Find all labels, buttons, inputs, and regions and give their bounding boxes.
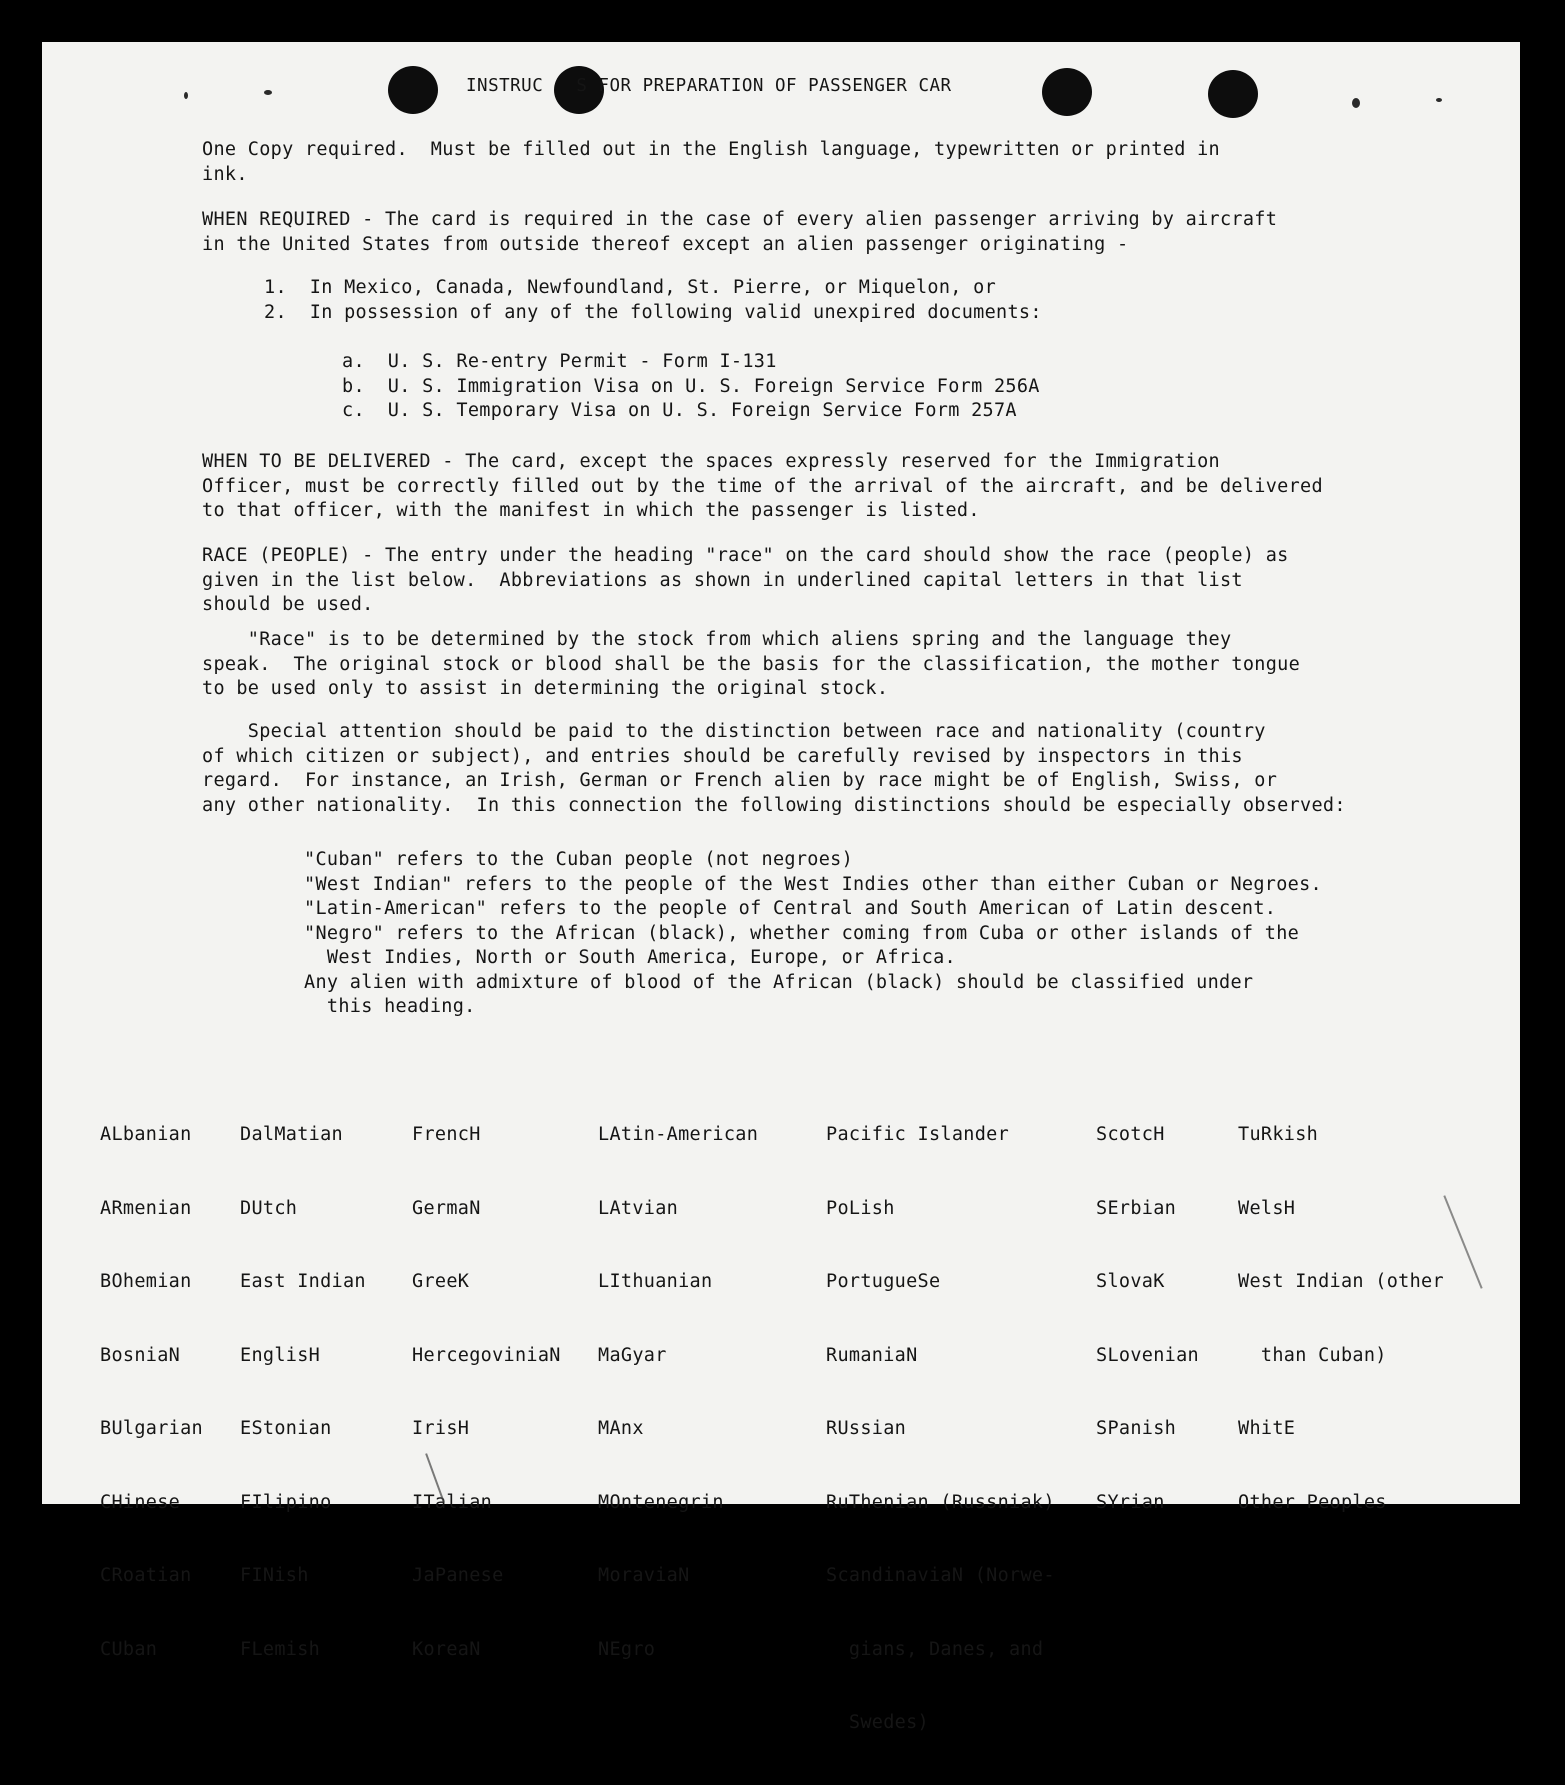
race-item: LIthuanian (598, 1271, 713, 1292)
race-item: FrencH (412, 1124, 481, 1145)
race-item: ITalian (412, 1491, 493, 1513)
race-item: SErbian (1096, 1197, 1177, 1219)
race-item: RuThenian (Russniak) (826, 1491, 1055, 1513)
race-item: WelsH (1238, 1197, 1296, 1219)
race-item: LAtin-American (598, 1124, 759, 1145)
race-column-3 (412, 1074, 561, 1711)
race-item: HercegoviniaN (412, 1344, 561, 1366)
race-item: RUssian (826, 1418, 907, 1439)
race-item: FLemish (240, 1638, 321, 1660)
exception-list: 1. In Mexico, Canada, Newfoundland, St. Pierre, or Miquelon, or 2. In possession of any of the following valid unexpired documents: (264, 277, 1042, 323)
speck (1436, 98, 1442, 102)
pencil-mark (1443, 1195, 1482, 1288)
race-item: SLovenian (1096, 1344, 1199, 1366)
punch-hole-left (388, 66, 438, 114)
race-item: SlovaK (1096, 1271, 1165, 1292)
document-page (42, 42, 1520, 1733)
race-item: ALbanian (100, 1124, 192, 1145)
race-item: MAnx (598, 1418, 644, 1439)
race-item: GreeK (412, 1271, 470, 1292)
race-item: ARmenian (100, 1197, 192, 1219)
race-item: JaPanese (412, 1565, 504, 1586)
race-item: RumaniaN (826, 1344, 918, 1366)
race-item: BUlgarian (100, 1418, 203, 1439)
race-item: SYrian (1096, 1491, 1165, 1513)
race-item: LAtvian (598, 1197, 679, 1219)
race-item: EnglisH (240, 1344, 321, 1366)
race-column-4 (598, 1074, 758, 1711)
race-item: PortugueSe (826, 1271, 941, 1292)
race-item: MoraviaN (598, 1565, 690, 1586)
race-item: KoreaN (412, 1638, 481, 1660)
race-item: WhitE (1238, 1418, 1296, 1439)
race-item: ScotcH (1096, 1124, 1165, 1145)
race-item: MaGyar (598, 1344, 667, 1366)
race-column-6 (1096, 1074, 1199, 1564)
race-item: TuRkish (1238, 1124, 1319, 1145)
race-item: BOhemian (100, 1271, 192, 1292)
race-column-5 (826, 1074, 1055, 1785)
race-item: Pacific Islander (826, 1124, 1010, 1145)
race-item: CHinese (100, 1491, 181, 1513)
race-item: FINish (240, 1565, 309, 1586)
race-item: DUtch (240, 1197, 298, 1219)
race-item: Other Peoples (1238, 1491, 1387, 1513)
race-item: MOntenegrin (598, 1491, 724, 1513)
special-attention-paragraph: Special attention should be paid to the distinction between race and nationality (country of which citizen or subject), and entries should be carefully revised by inspectors in this regard. For instance, an Irish, German or French alien by race might be of English, Swiss, or any other nationality. In this connection the following distinctions should be especially observed: (202, 721, 1346, 816)
race-column-2 (240, 1074, 366, 1711)
punch-hole-center-right (1042, 68, 1092, 116)
race-people-paragraph: RACE (PEOPLE) - The entry under the heading "race" on the card should show the race (people) as given in the list below. Abbreviations as shown in underlined capital letters in that list should be used. (202, 545, 1289, 615)
speck (184, 92, 188, 99)
race-item: CRoatian (100, 1565, 192, 1586)
when-delivered-paragraph: WHEN TO BE DELIVERED - The card, except the spaces expressly reserved for the Immigration Officer, must be correctly filled out by the time of the arrival of the aircraft, and be delivered to that officer, with the manifest in which the passenger is listed. (202, 451, 1323, 521)
race-item: CUban (100, 1638, 158, 1660)
race-item: GermaN (412, 1197, 481, 1219)
speck (1352, 98, 1360, 108)
race-item: BosniaN (100, 1344, 181, 1366)
race-item: PoLish (826, 1197, 895, 1219)
race-column-1 (100, 1074, 203, 1711)
race-column-7 (1238, 1074, 1444, 1564)
race-item: gians, Danes, and (826, 1638, 1044, 1660)
race-definition-paragraph: "Race" is to be determined by the stock from which aliens spring and the language they speak. The original stock or blood shall be the basis for the classification, the mother tongue to be used only to assist in determining the original stock. (202, 629, 1301, 699)
when-required-paragraph: WHEN REQUIRED - The card is required in the case of every alien passenger arriving by aircraft in the United States from outside thereof except an alien passenger originating - (202, 209, 1278, 255)
race-item: East Indian (240, 1271, 366, 1292)
race-item: ScandinaviaN (Norwe- (826, 1565, 1055, 1586)
race-item: Swedes) (826, 1712, 929, 1733)
intro-paragraph: One Copy required. Must be filled out in the English language, typewritten or printed in ink. (202, 139, 1220, 185)
race-item: DalMatian (240, 1124, 343, 1145)
speck (264, 90, 272, 95)
race-item: NEgro (598, 1638, 656, 1660)
race-item: West Indian (other (1238, 1271, 1444, 1292)
race-item: IrisH (412, 1418, 470, 1439)
distinctions-list: "Cuban" refers to the Cuban people (not negroes) "West Indian" refers to the people of the West Indies other than either Cuban or Negroes. "Latin-American" refers to the people of Central and South American of Latin descent. "Negro" refers to the African (black), whether coming from Cuba or other islands of the West Indies, North or South America, Europe, or Africa. Any alien with admixture of blood of the African (black) should be classified under this heading. (304, 849, 1322, 1017)
race-item: FIlipino (240, 1491, 332, 1513)
page-title: INSTRUC S FOR PREPARATION OF PASSENGER CAR (466, 76, 952, 96)
punch-hole-right (1208, 70, 1258, 118)
race-item: SPanish (1096, 1418, 1177, 1439)
race-item: EStonian (240, 1418, 332, 1439)
document-list: a. U. S. Re-entry Permit - Form I-131 b. U. S. Immigration Visa on U. S. Foreign Service Form 256A c. U. S. Temporary Visa on U. S. Foreign Service Form 257A (342, 351, 1040, 421)
race-item: than Cuban) (1238, 1344, 1387, 1366)
